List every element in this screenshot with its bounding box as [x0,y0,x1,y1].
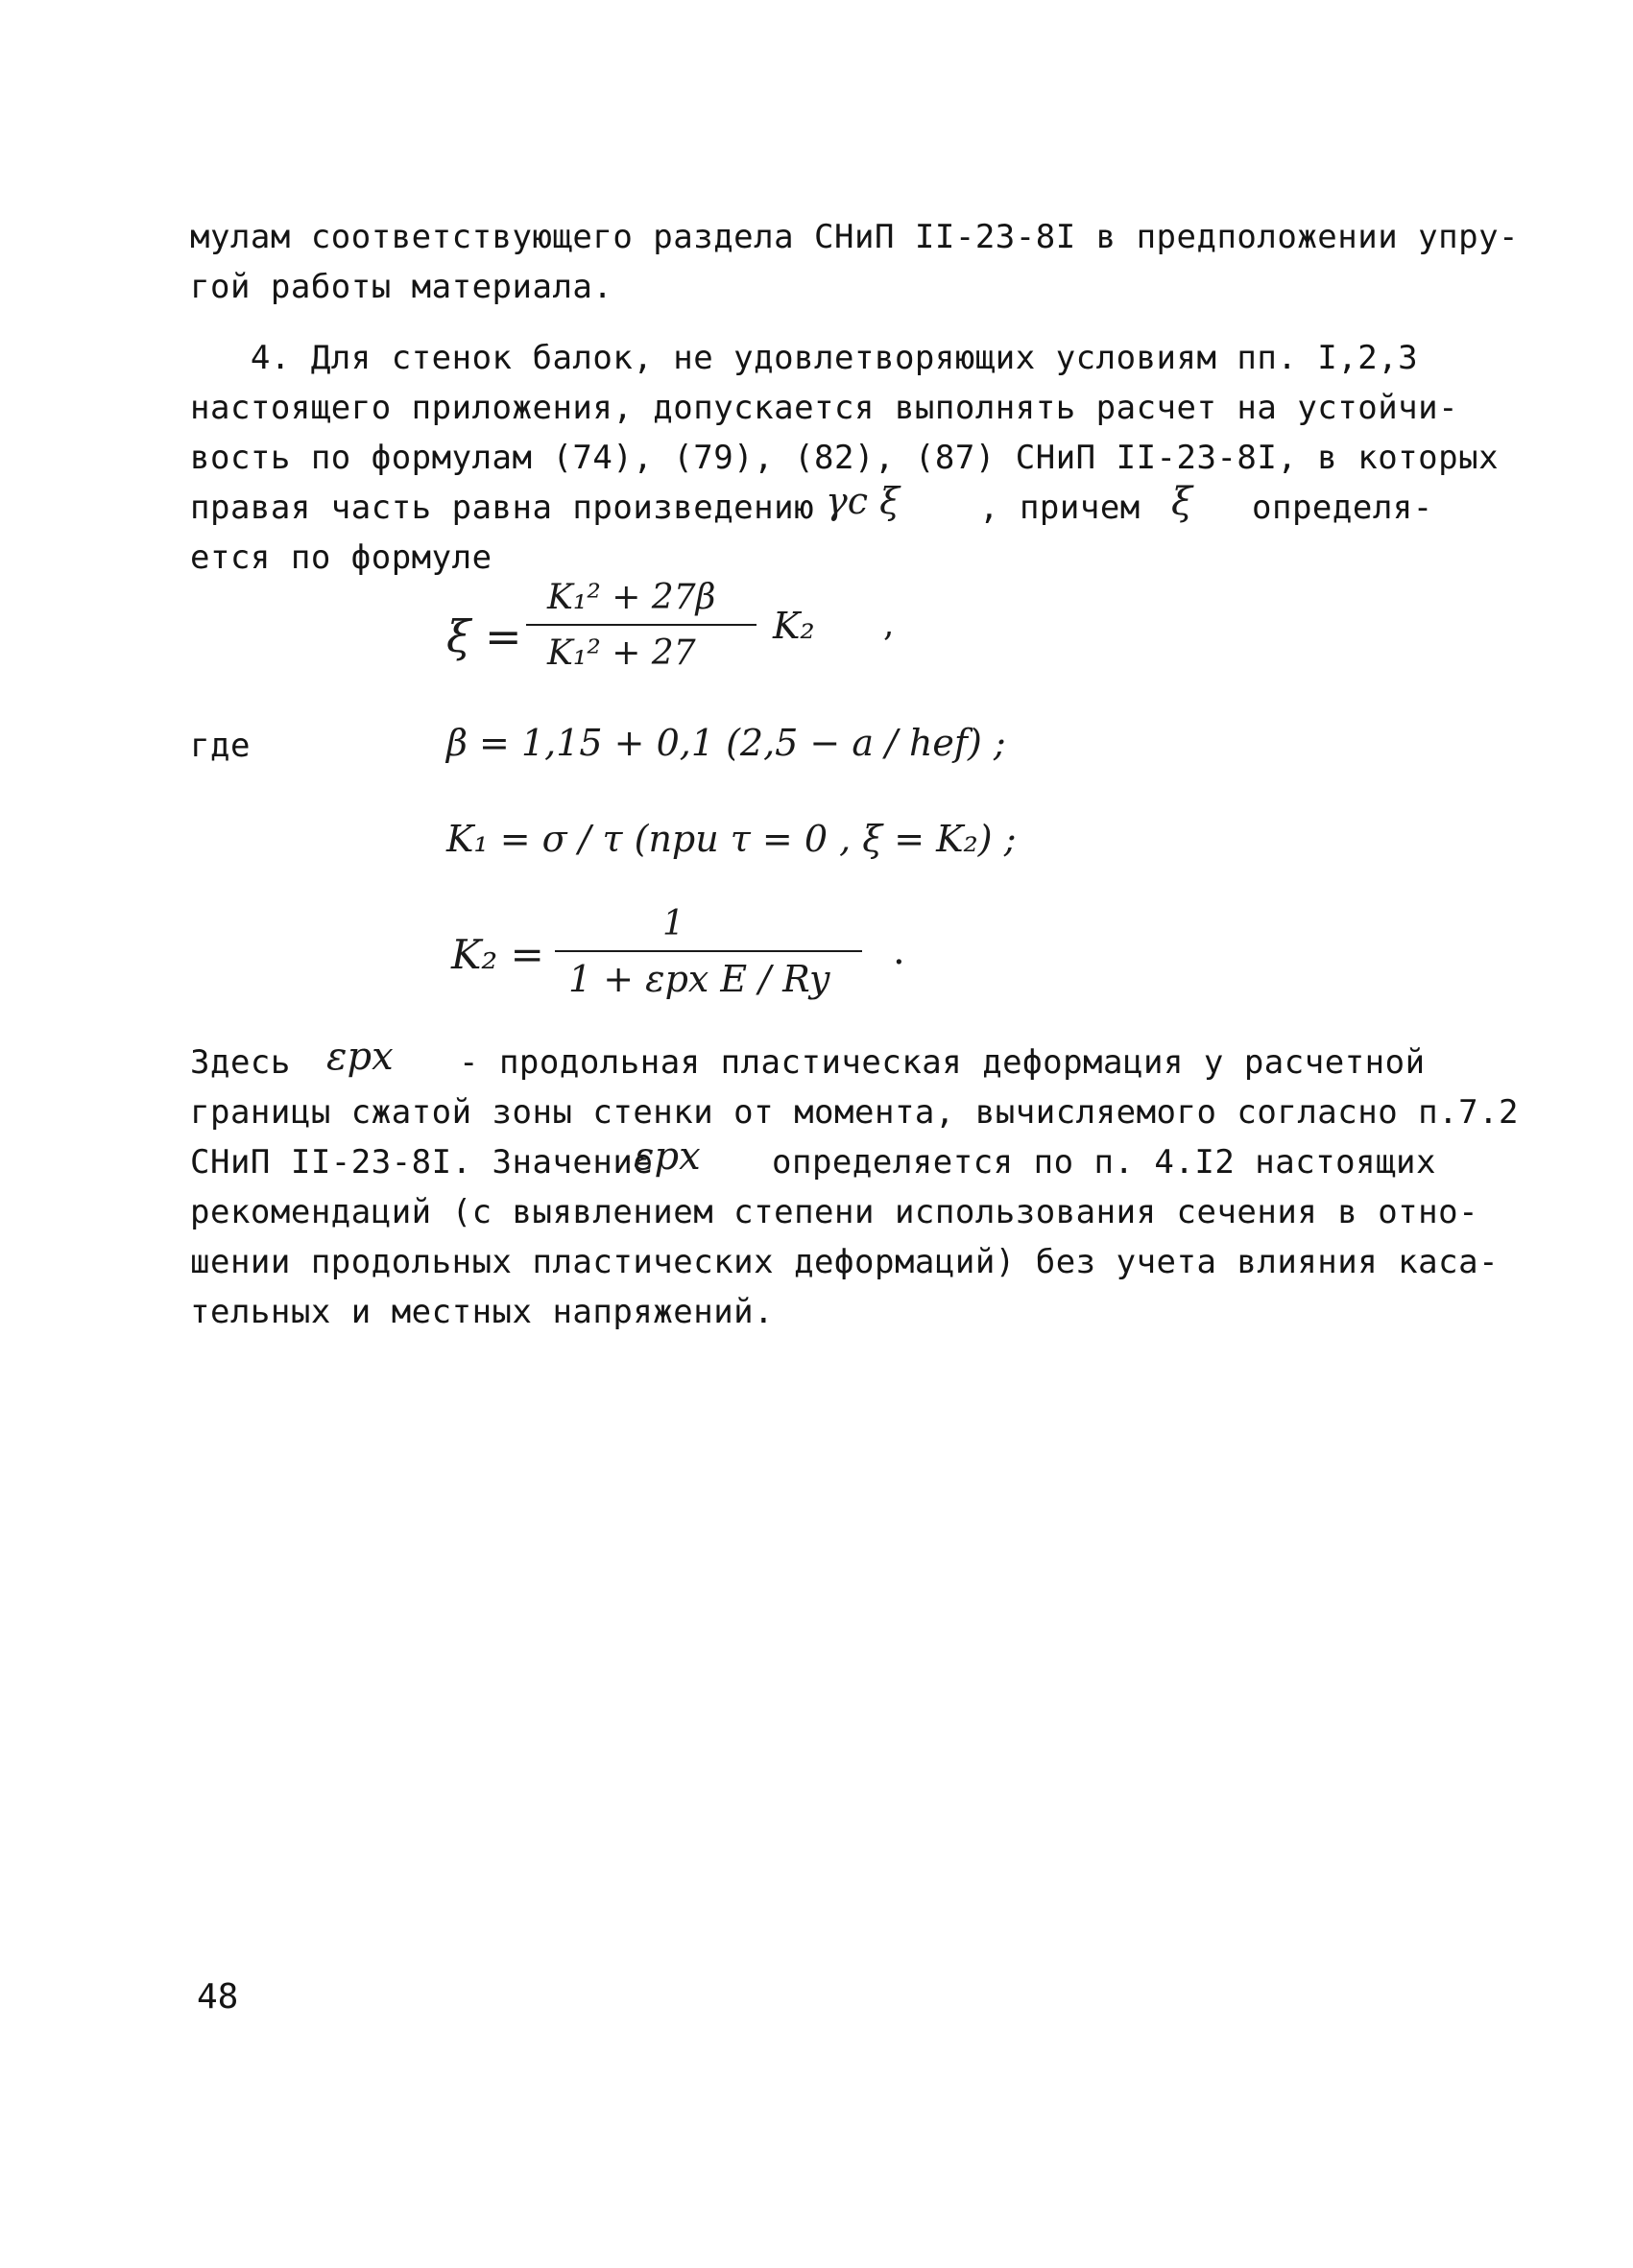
formula-k2-numerator: 1 [662,904,684,943]
epsilon-px-symbol: εpx [634,1134,701,1179]
inline-xi: ξ [1171,480,1193,524]
text-line: СНиП II-23-8I. Значение [190,1143,654,1182]
formula-beta: β = 1,15 + 0,1 (2,5 − a / hef) ; [446,722,1006,764]
text-line: определяется по п. 4.I2 настоящих [772,1143,1437,1182]
text-line: настоящего приложения, допускается выполнять расчет на устойчи- [190,389,1459,427]
text-line: тельных и местных напряжений. [190,1293,775,1331]
formula-k1: K₁ = σ / τ (при τ = 0 , ξ = K₂) ; [446,818,1017,860]
text-line: правая часть равна произведению [190,489,815,527]
inline-product-gamma-xi: γc ξ [826,480,901,522]
text-line: , причем [979,489,1141,527]
formula-xi-numerator: K₁² + 27β [547,578,716,617]
formula-xi-comma: , [883,605,895,644]
formula-k2-period: . [893,929,905,973]
fraction-bar [555,950,862,952]
page-number: 48 [197,1977,239,2017]
text-line: гой работы материала. [190,268,613,306]
text-line: - продольная пластическая деформация у расчетной [459,1043,1426,1082]
formula-k2-denominator: 1 + εpx E / Ry [568,958,830,1000]
formula-xi-factor: K₂ [773,605,815,647]
formula-xi-denominator: K₁² + 27 [547,633,696,673]
text-line: границы сжатой зоны стенки от момента, вычисляемого согласно п.7.2 [190,1093,1520,1132]
text-line: определя- [1252,489,1433,527]
text-line: 4. Для стенок балок, не удовлетворяющих условиям пп. I,2,3 [190,339,1419,377]
formula-k2-lhs: K₂ = [451,931,544,978]
formula-xi-lhs: ξ = [446,610,522,662]
fraction-bar [526,624,756,626]
epsilon-px-symbol: εpx [326,1035,394,1079]
text-line: мулам соответствующего раздела СНиП II-23-8I в предположении упру- [190,218,1520,256]
text-line: рекомендаций (с выявлением степени использования сечения в отно- [190,1193,1479,1231]
text-line: шении продольных пластических деформаций) без учета влияния каса- [190,1243,1500,1281]
text-line: ется по формуле [190,538,492,577]
text-line: Здесь [190,1043,291,1082]
text-line: вость по формулам (74), (79), (82), (87) СНиП II-23-8I, в которых [190,439,1500,477]
where-label: где [190,727,251,765]
